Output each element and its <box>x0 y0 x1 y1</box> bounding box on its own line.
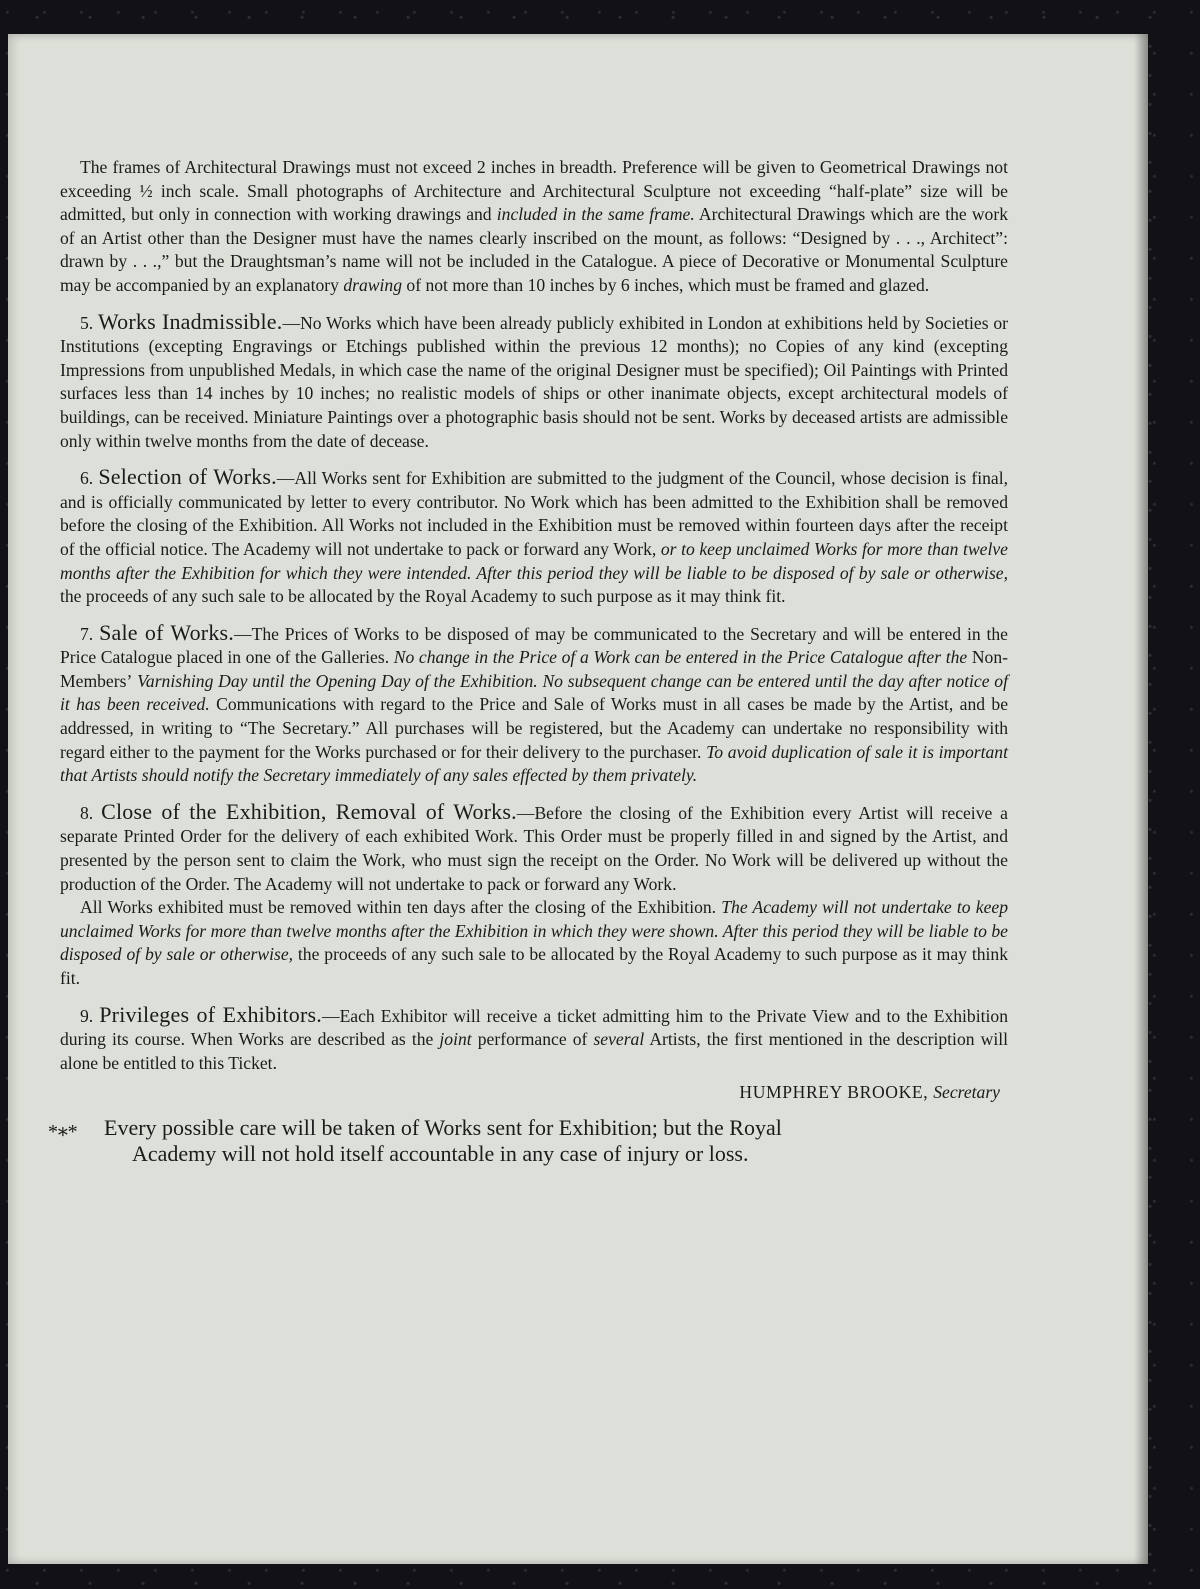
document-page <box>8 34 1148 1564</box>
signature-title: Secretary <box>933 1082 1000 1103</box>
section-number: 9. <box>80 1005 94 1026</box>
secretary-signature <box>60 1081 1000 1105</box>
care-notice-line-1: Every possible care will be taken of Works sent for Exhibition; but the Royal <box>104 1114 782 1140</box>
section-heading: Works Inadmissible. <box>97 308 283 334</box>
document-body <box>48 156 1009 1167</box>
intro-paragraph: The frames of Architectural Drawings must not exceed 2 inches in breadth. Preference will be given to Geometrical Drawings not exceeding ½ inch scale. Small photographs of Architecture and Architectural Sculpture not exceeding “half-plate” size will be admitted, but only in connection with working drawings and included in the same frame. Architectural Drawings which are the work of an Artist other than the Designer must have the names clearly inscribed on the mount, as follows: “Designed by . . ., Architect”: drawn by . . .,” but the Draughtsman’s name will not be included in the Catalogue. A piece of Decorative or Monumental Sculpture may be accompanied by an explanatory drawing of not more than 10 inches by 6 inches, which must be framed and glazed. <box>60 157 1008 295</box>
signature-name: HUMPHREY BROOKE, <box>739 1082 929 1103</box>
section-number: 5. <box>80 312 94 333</box>
care-notice-line-2: Academy will not hold itself accountable in any case of injury or loss. <box>132 1140 749 1166</box>
section-heading: Sale of Works. <box>99 619 234 645</box>
section-heading: Close of the Exhibition, Removal of Works. <box>101 798 517 824</box>
section-9-privileges-of-exhibitors: 9. Privileges of Exhibitors.—Each Exhibitor will receive a ticket admitting him to the Private View and to the Exhibition during its course. When Works are described as the joint performance of several Artists, the first mentioned in the description will alone be entitled to this Ticket. <box>60 1001 1008 1073</box>
section-heading: Privileges of Exhibitors. <box>99 1001 322 1027</box>
fraction: ½ <box>139 180 153 201</box>
section-number: 6. <box>80 468 94 489</box>
section-7-sale-of-works: 7. Sale of Works.—The Prices of Works to be disposed of may be communicated to the Secretary and will be entered in the Price Catalogue placed in one of the Galleries. No change in the Price of a Work can be entered in the Price Catalogue after the Non-Members’ Varnishing Day until the Opening Day of the Exhibition. No subsequent change can be entered until the day after notice of it has been received. Communications with regard to the Price and Sale of Works must in all cases be made by the Artist, and be addressed, in writing to “The Secretary.” All purchases will be registered, but the Academy can undertake no responsibility with regard either to the payment for the Works purchased or for their delivery to the purchaser. To avoid duplication of sale it is important that Artists should notify the Secretary immediately of any sales effected by them privately. <box>60 619 1009 786</box>
care-notice <box>48 1114 984 1167</box>
section-8-close-of-exhibition: 8. Close of the Exhibition, Removal of Works.—Before the closing of the Exhibition every Artist will receive a separate Printed Order for the delivery of each exhibited Work. This Order must be properly filled in and signed by the Artist, and presented by the person sent to claim the Work, who must sign the receipt on the Order. No Work will be delivered up without the production of the Order. The Academy will not undertake to pack or forward any Work. <box>60 798 1008 894</box>
section-6-selection-of-works: 6. Selection of Works.—All Works sent for Exhibition are submitted to the judgment of the Council, whose decision is final, and is officially communicated by letter to every contributor. No Work which has been admitted to the Exhibition shall be removed before the closing of the Exhibition. All Works not included in the Exhibition must be removed within fourteen days after the receipt of the official notice. The Academy will not undertake to pack or forward any Work, or to keep unclaimed Works for more than twelve months after the Exhibition for which they were intended. After this period they will be liable to be disposed of by sale or otherwise, the proceeds of any such sale to be allocated by the Royal Academy to such purpose as it may think fit. <box>60 464 1008 607</box>
section-number: 7. <box>80 623 94 644</box>
page-edge-shadow <box>1134 34 1148 1564</box>
asterism-icon: *∗* <box>48 1120 76 1143</box>
section-number: 8. <box>80 802 94 823</box>
section-8-removal-paragraph: All Works exhibited must be removed within ten days after the closing of the Exhibition. The Academy will not undertake to keep unclaimed Works for more than twelve months after the Exhibition in which they were shown. After this period they will be liable to be disposed of by sale or otherwise, the proceeds of any such sale to be allocated by the Royal Academy to such purpose as it may think fit. <box>60 897 1008 988</box>
section-5-works-inadmissible: 5. Works Inadmissible.—No Works which have been already publicly exhibited in London at exhibitions held by Societies or Institutions (excepting Engravings or Etchings published within the previous 12 months); no Copies of any kind (excepting Impressions from unpublished Medals, in which case the name of the original Designer must be specified); Oil Paintings with Printed surfaces less than 14 inches by 10 inches; no realistic models of ships or other inanimate objects, except architectural models of buildings, can be received. Miniature Paintings over a photographic basis should not be sent. Works by deceased artists are admissible only within twelve months from the date of decease. <box>60 308 1009 451</box>
section-heading: Selection of Works. <box>98 464 277 490</box>
